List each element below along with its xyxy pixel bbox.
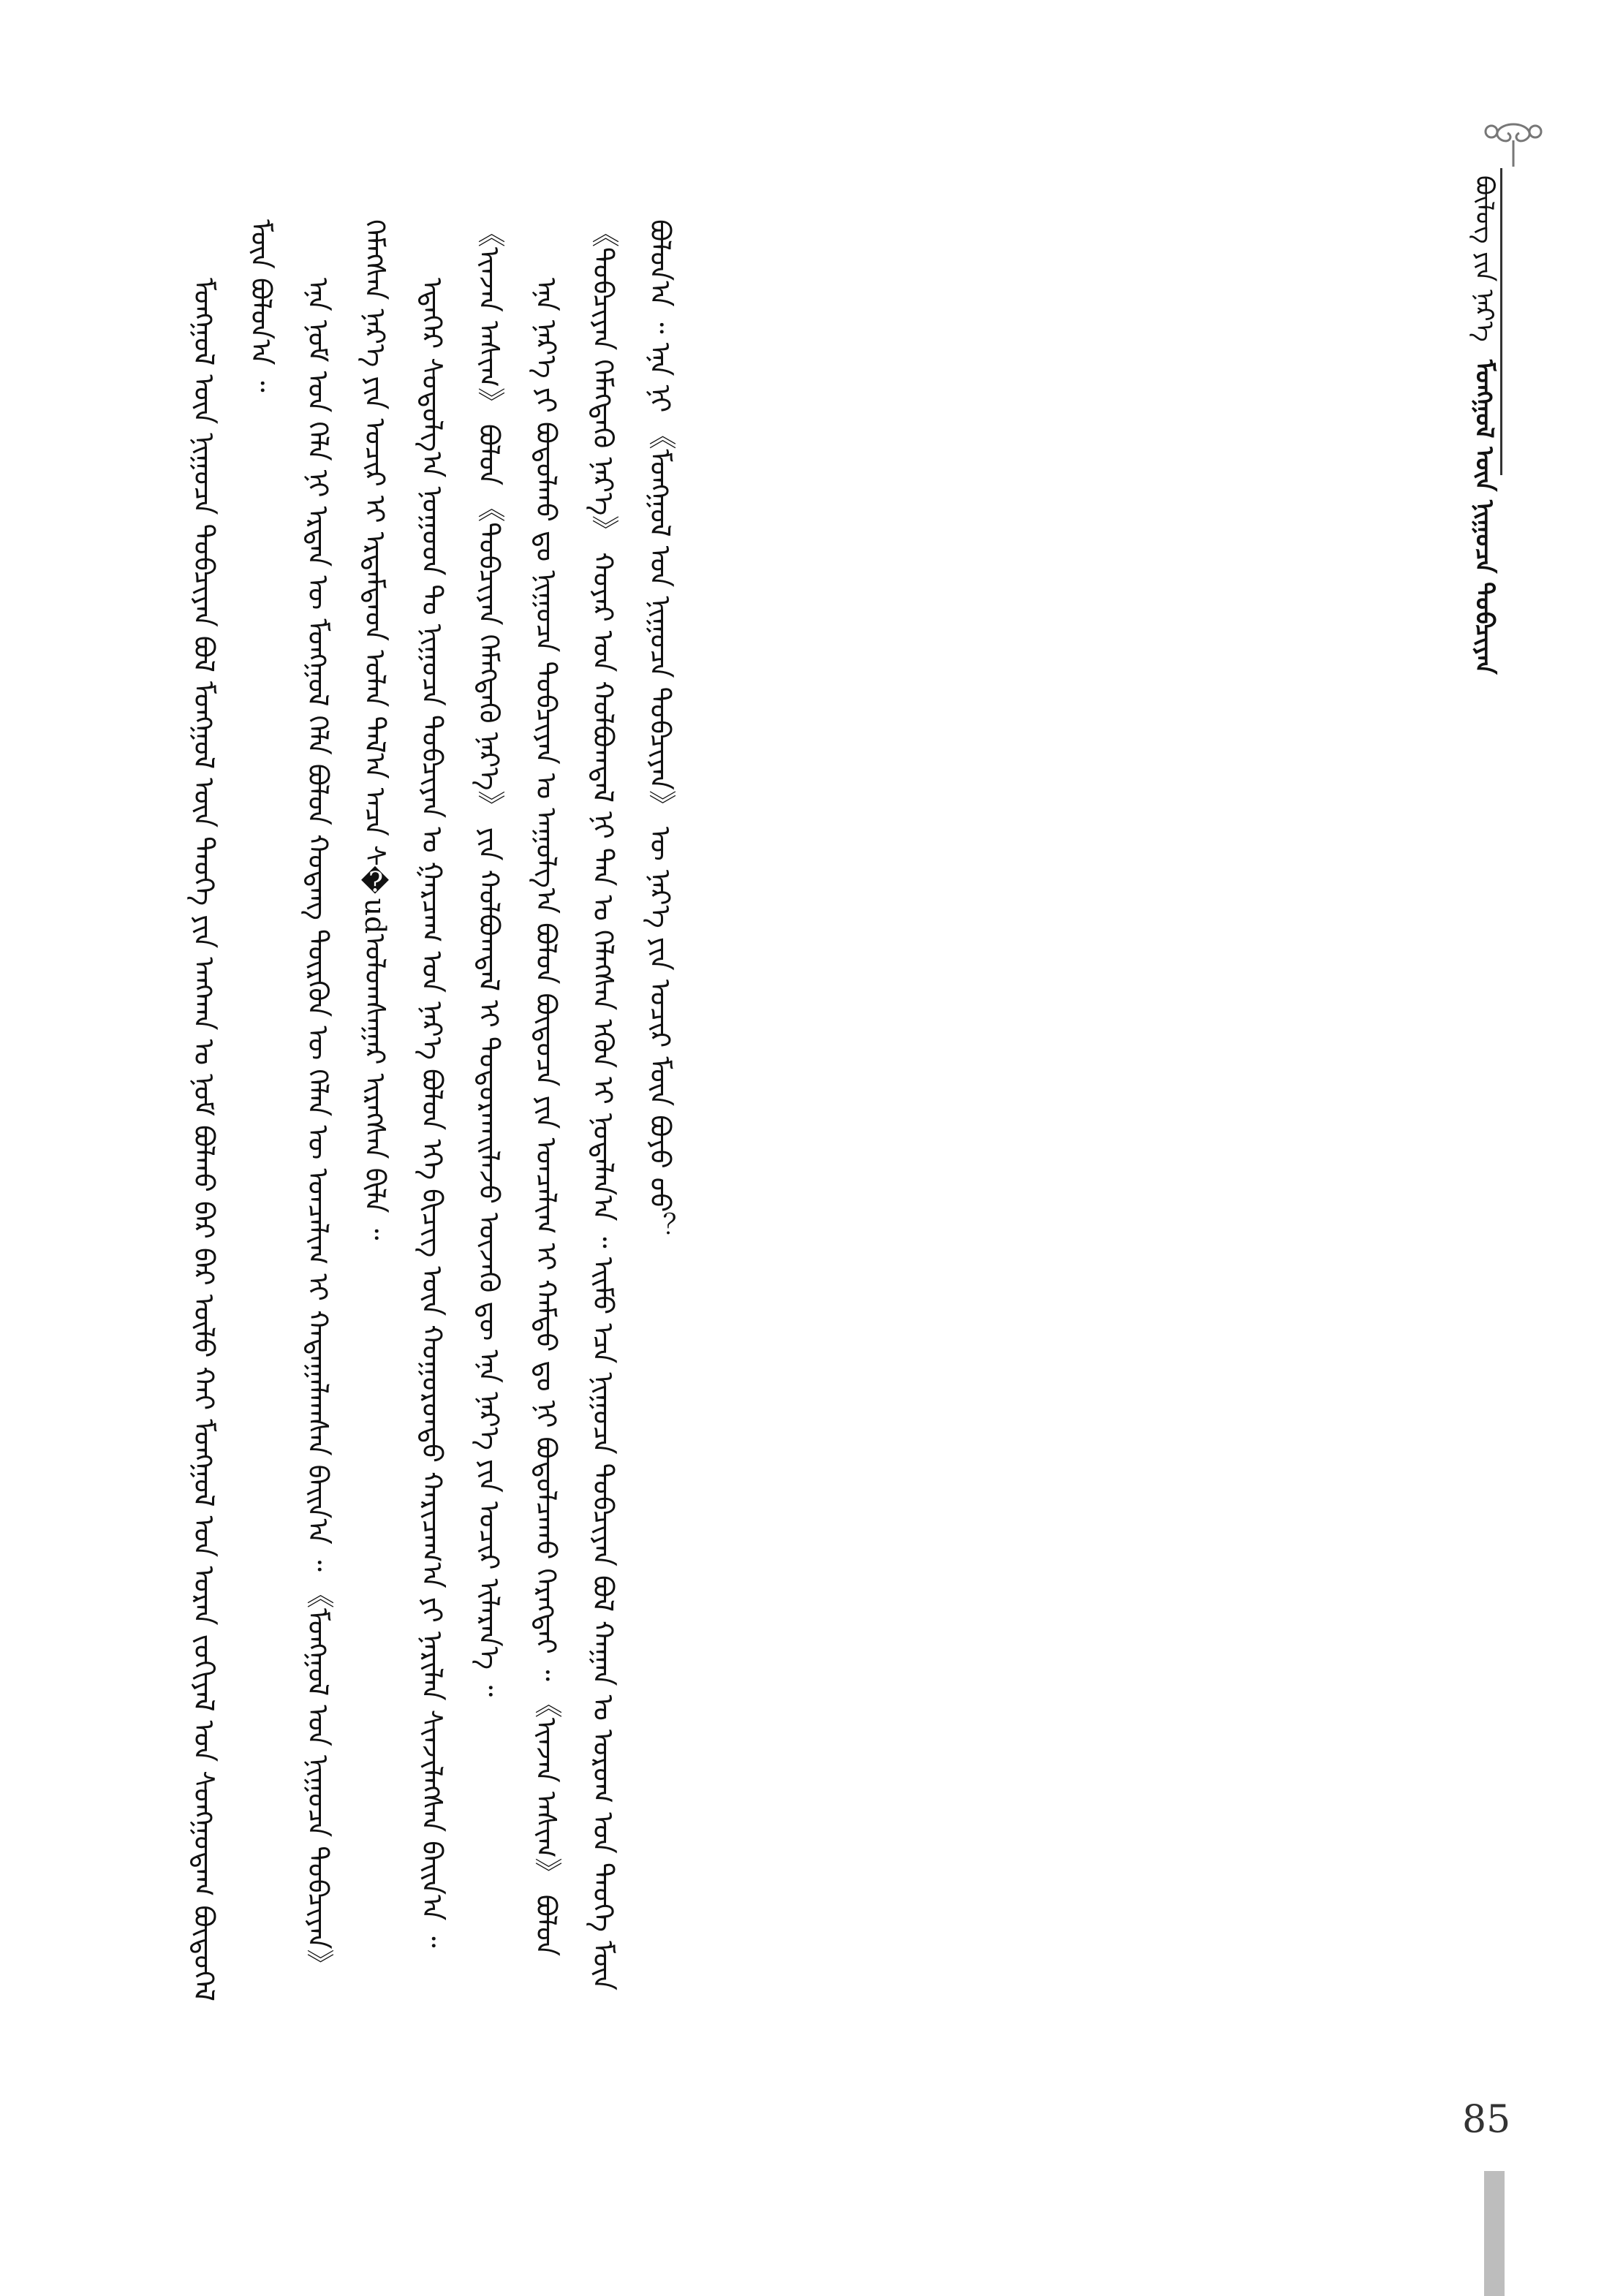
paragraph: ᠮᠣᠩᠭᠣᠯ ᠦᠨ ᠨᠢᠭᠤᠴᠠ ᠲᠣᠪᠴᠢᠶᠠᠨ ᠪᠣᠯ ᠮᠣᠩᠭᠣᠯ ᠦᠨ ᠲᠡᠦᠬᠡ ᠶᠢᠨ ᠠᠩᠬᠠᠨ ᠤ ᠨᠣᠮ ᠪᠣᠯᠬᠤ ᠪᠠᠷ ᠪᠠᠷ ᠦᠯᠦ ᠬᠠᠢ ᠮᠣᠩᠭᠣᠯ ᠤᠨ ᠤᠷᠠᠨ ᠵᠣᠬᠢᠶᠠᠯ ᠤᠨ ᠰᠣᠩᠭᠣᠳᠠᠭ ᠪᠦᠲᠦᠭᠡᠯ ᠮᠥᠨ ᠪᠣᠯᠤᠨ᠎ᠠ ᠃ <box>188 219 277 2001</box>
running-head-chapter: ᠪᠦᠯᠦᠭ ᠶᠢᠨ ᠨᠡᠷ᠎ᠡ <box>1469 175 1499 342</box>
ornament-icon <box>1477 117 1550 168</box>
page-edge-bar <box>1484 2171 1505 2296</box>
running-head-rule <box>1500 168 1502 475</box>
page-number: 85 <box>1462 2098 1511 2142</box>
body-text <box>175 219 1418 2047</box>
paragraph: ᠡᠨᠡ ᠨᠣᠮ ᠤᠨ ᠬᠡᠯᠡ ᠨᠢ ᠡᠷᠲᠡᠨ ᠦ ᠮᠣᠩᠭᠣᠯ ᠬᠡᠯᠡ ᠪᠣᠯᠤᠨ ᠬᠣᠳᠠᠩ ᠲᠥᠷᠬᠦᠨ ᠦ ᠬᠡᠯᠡᠨ ᠦ ᠣᠨᠴᠠᠯᠢᠭ ᠢ ᠬᠠᠳᠠᠭᠠᠯᠠᠭᠰᠠᠨ ᠪᠠᠢᠨ᠎ᠠ ᠃ 《ᠮᠣᠩᠭᠣᠯ ᠤᠨ ᠨᠢᠭᠤᠴᠠ ᠲᠣᠪᠴᠢᠶᠠᠨ》 ᠬᠡᠮᠡᠭᠰᠡᠨ ᠨᠡᠷ᠎ᠡ ᠶᠢᠨ ᠤᠴᠢᠷ ᠢ ᠡᠷᠳᠡᠮᠲᠡᠳ ᠣᠯᠠᠨ ᠲᠠᠯ᠎ᠠ ᠠᠴᠠ ᠰ�udᠤᠯᠤᠭᠰᠠᠭᠠᠷ ᠢᠷᠡᠭᠰᠡᠨ ᠪᠢᠯᠡ ᠃ <box>302 219 391 1977</box>
running-head-book: ᠮᠣᠩᠭᠣᠯ ᠦᠨ ᠨᠢᠭᠤᠴᠠ ᠲᠣᠪᠴᠢᠶᠠᠨ <box>1469 360 1499 675</box>
paragraph: ᠡᠨᠡ ᠨᠡᠷ᠎ᠡ ᠶᠢ ᠪᠣᠳᠣᠯᠬᠤ ᠳᠤ ᠨᠢᠭᠤᠴᠠ ᠲᠣᠪᠴᠢᠶᠠᠨ ᠤ ᠠᠭᠤᠯᠭ᠎ᠠ ᠪᠣᠯᠣᠨ ᠪᠦᠲᠦᠴᠡ ᠶᠢᠨ ᠣᠨᠴᠠᠯᠢᠭ ᠢ ᠬᠠᠮᠲᠤ ᠳᠤ ᠨᠢ ᠪᠣᠳᠣᠯᠴᠠᠬᠤ ᠬᠡᠷᠡᠭᠲᠡᠢ ᠃ 《ᠢᠨᠵᠠᠨ ᠠᠰᠢᠭ》 ᠪᠣᠯᠣᠨ 《ᠲᠣᠪᠴᠢᠶᠠᠨ ᠬᠡᠮᠡᠭᠳᠡᠬᠦ ᠨᠡᠷ᠎ᠡ》 ᠬᠣᠶᠠᠷ ᠤᠨ ᠬᠣᠯᠪᠣᠭᠳᠠᠯ ᠨᠢ ᠲᠠᠨ ᠤ ᠬᠡᠯᠡᠭᠰᠡᠨ ᠡᠭᠦᠨ ᠢ ᠨᠤᠲᠠᠯᠠᠨ᠎ᠠ ᠃ ᠡᠢᠮᠦ ᠡᠴᠡ ᠨᠢᠭᠤᠴᠠ ᠲᠣᠪᠴᠢᠶᠠᠨ ᠪᠣᠯ ᠬᠠᠭᠠᠨ ᠤ ᠤᠷᠤᠭ ᠤᠨ ᠲᠡᠦᠬᠡ ᠮᠥᠨ ᠪᠣᠯᠤᠨ᠎ᠠ ᠃ ᠡᠨᠡ ᠨᠢ 《ᠮᠣᠩᠭᠣᠯ ᠤᠨ ᠨᠢᠭᠤᠴᠠ ᠲᠣᠪᠴᠢᠶᠠᠨ》 ᠦ ᠨᠡᠷ᠎ᠡ ᠶᠢᠨ ᠤᠴᠢᠷ ᠮᠥᠨ ᠪᠤᠶᠤ ᠤᠤ？ <box>530 219 676 1990</box>
running-head <box>1469 175 1499 675</box>
paragraph: ᠡᠳᠡᠭᠡᠷ ᠰᠤᠳᠤᠯᠭ᠎ᠠ ᠨᠤᠭᠤᠳ ᠲᠤ ᠨᠢᠭᠤᠴᠠ ᠲᠣᠪᠴᠢᠶᠠᠨ ᠤ ᠭᠠᠷᠴᠠᠭ ᠤᠨ ᠨᠡᠷ᠎ᠡ ᠪᠣᠯᠣᠨ ᠡᠬᠡ ᠪᠢᠴᠢᠭ ᠦᠨ ᠬᠣᠭᠣᠷᠣᠨᠳᠣ ᠬᠠᠷᠢᠴᠠᠭ᠎ᠠ ᠶᠢ ᠨᠠᠷᠢᠯᠠᠨ ᠰᠢᠨᠵᠢᠯᠡᠭᠰᠡᠨ ᠪᠠᠢᠨ᠎ᠠ ᠃ 《ᠢᠨᠵᠠᠨ ᠠᠰᠢᠭ》 ᠪᠣᠯᠣᠨ 《ᠲᠣᠪᠴᠢᠶᠠᠨ ᠬᠡᠮᠡᠭᠳᠡᠬᠦ ᠨᠡᠷ᠎ᠡ》 ᠶᠢᠨ ᠬᠣᠯᠪᠣᠭᠳᠠᠯ ᠢ ᠲᠣᠳᠣᠷᠬᠠᠢᠯᠠᠵᠤ ᠦᠵᠡᠬᠦ ᠳᠦ ᠡᠨᠡ ᠨᠡᠷ᠎ᠡ ᠶᠢᠨ ᠤᠴᠢᠷ ᠢᠯᠡᠷᠡᠨ᠎ᠡ ᠃ <box>416 219 505 1948</box>
